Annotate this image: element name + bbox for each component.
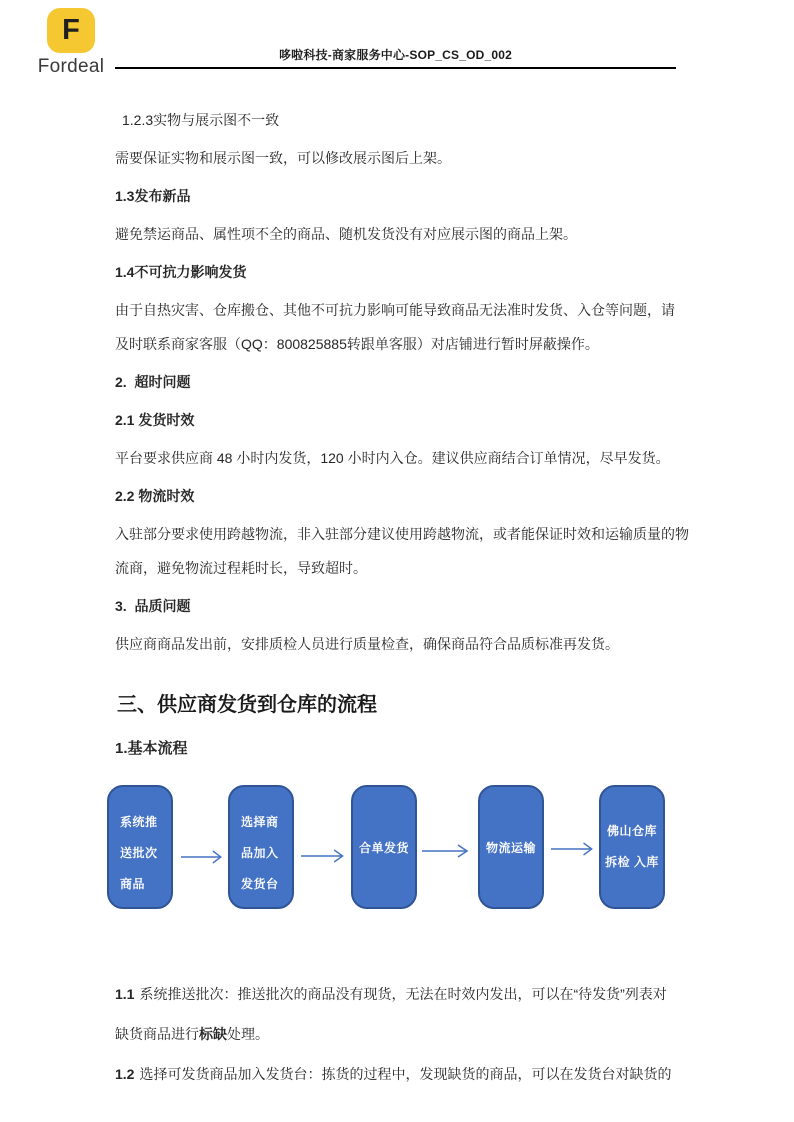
section-21-body: 平台要求供应商 48 小时内发货，120 小时内入仓。建议供应商结合订单情况，尽早发货。: [115, 450, 670, 466]
flow-box-label-line: 拆检 入库: [605, 855, 659, 869]
flow-box-combine-ship: [351, 785, 417, 909]
logo-letter: F: [62, 14, 80, 46]
logo-brand-text: Fordeal: [37, 56, 105, 77]
section-22-title: 2.2 物流时效: [115, 488, 195, 504]
section-14-body-line2: 及时联系商家客服（QQ：800825885转跟单客服）对店铺进行暂时屏蔽操作。: [115, 336, 599, 352]
doc-title: 哆啦科技-商家服务中心-SOP_CS_OD_002: [278, 48, 513, 62]
section-3-title: 3. 品质问题: [115, 598, 191, 614]
section-3-body: 供应商商品发出前，安排质检人员进行质量检查，确保商品符合品质标准再发货。: [115, 636, 619, 652]
flow-box-label-line: 物流运输: [485, 840, 536, 855]
section-22-body-line1: 入驻部分要求使用跨越物流，非入驻部分建议使用跨越物流，或者能保证时效和运输质量的物: [115, 526, 689, 542]
flow-box-label-line: 送批次: [120, 846, 158, 860]
flow-arrow-icon: [301, 849, 349, 863]
item-1-1-number: 1.1: [115, 986, 135, 1002]
flow-box-label-line: 发货台: [241, 877, 279, 891]
item-1-1-text2: 缺货商品进行: [115, 1026, 199, 1042]
flow-arrow-icon: [551, 842, 598, 856]
item-1-2-text: 选择可发货商品加入发货台：拣货的过程中，发现缺货的商品，可以在发货台对缺货的: [139, 1066, 672, 1082]
item-1-1: [115, 974, 695, 1054]
section-123-body: 需要保证实物和展示图一致，可以修改展示图后上架。: [115, 150, 451, 166]
section-14-body-line1: 由于自热灾害、仓库搬仓、其他不可抗力影响可能导致商品无法准时发货、入仓等问题，请: [115, 302, 675, 318]
section-14-body: [115, 293, 695, 361]
flow-box-label-line: 系统推: [120, 815, 158, 829]
flow-box-label-line: 品加入: [241, 846, 279, 860]
flow-box-label-line: 选择商: [241, 815, 279, 829]
flow-box-label-line: 佛山仓库: [606, 824, 657, 838]
flow-arrow-icon: [181, 850, 227, 864]
item-1-1-bold-term: 标缺: [199, 1026, 227, 1042]
section-22-body: [115, 517, 695, 585]
section-22-body-line2: 流商，避免物流过程耗时长，导致超时。: [115, 560, 367, 576]
section-13-title: 1.3发布新品: [115, 188, 191, 204]
item-1-2-number: 1.2: [115, 1066, 135, 1082]
section-14-title: 1.4不可抗力影响发货: [115, 264, 247, 280]
process-flowchart: [105, 785, 677, 912]
flow-box-push-batch: [107, 785, 173, 909]
section-13-body: 避免禁运商品、属性项不全的商品、随机发货没有对应展示图的商品上架。: [115, 226, 577, 242]
flow-box-label-line: 商品: [120, 877, 146, 891]
chapter-3-heading: 三、供应商发货到仓库的流程: [117, 694, 377, 716]
basic-process-heading: 1.基本流程: [115, 740, 188, 757]
item-1-2: [115, 1054, 695, 1094]
section-2-title: 2. 超时问题: [115, 374, 191, 390]
flow-box-label-line: 合单发货: [358, 840, 409, 855]
section-123-title: 1.2.3实物与展示图不一致: [122, 112, 280, 128]
section-21-title: 2.1 发货时效: [115, 412, 195, 428]
item-1-1-text3: 处理。: [227, 1026, 269, 1042]
flow-arrow-icon: [422, 844, 474, 858]
item-1-1-text: 系统推送批次：推送批次的商品没有现货，无法在时效内发出，可以在“待发货”列表对: [139, 986, 667, 1002]
flow-box-foshan-warehouse: [599, 785, 665, 909]
flow-box-logistics: [478, 785, 544, 909]
flow-box-add-to-dispatch: [228, 785, 294, 909]
